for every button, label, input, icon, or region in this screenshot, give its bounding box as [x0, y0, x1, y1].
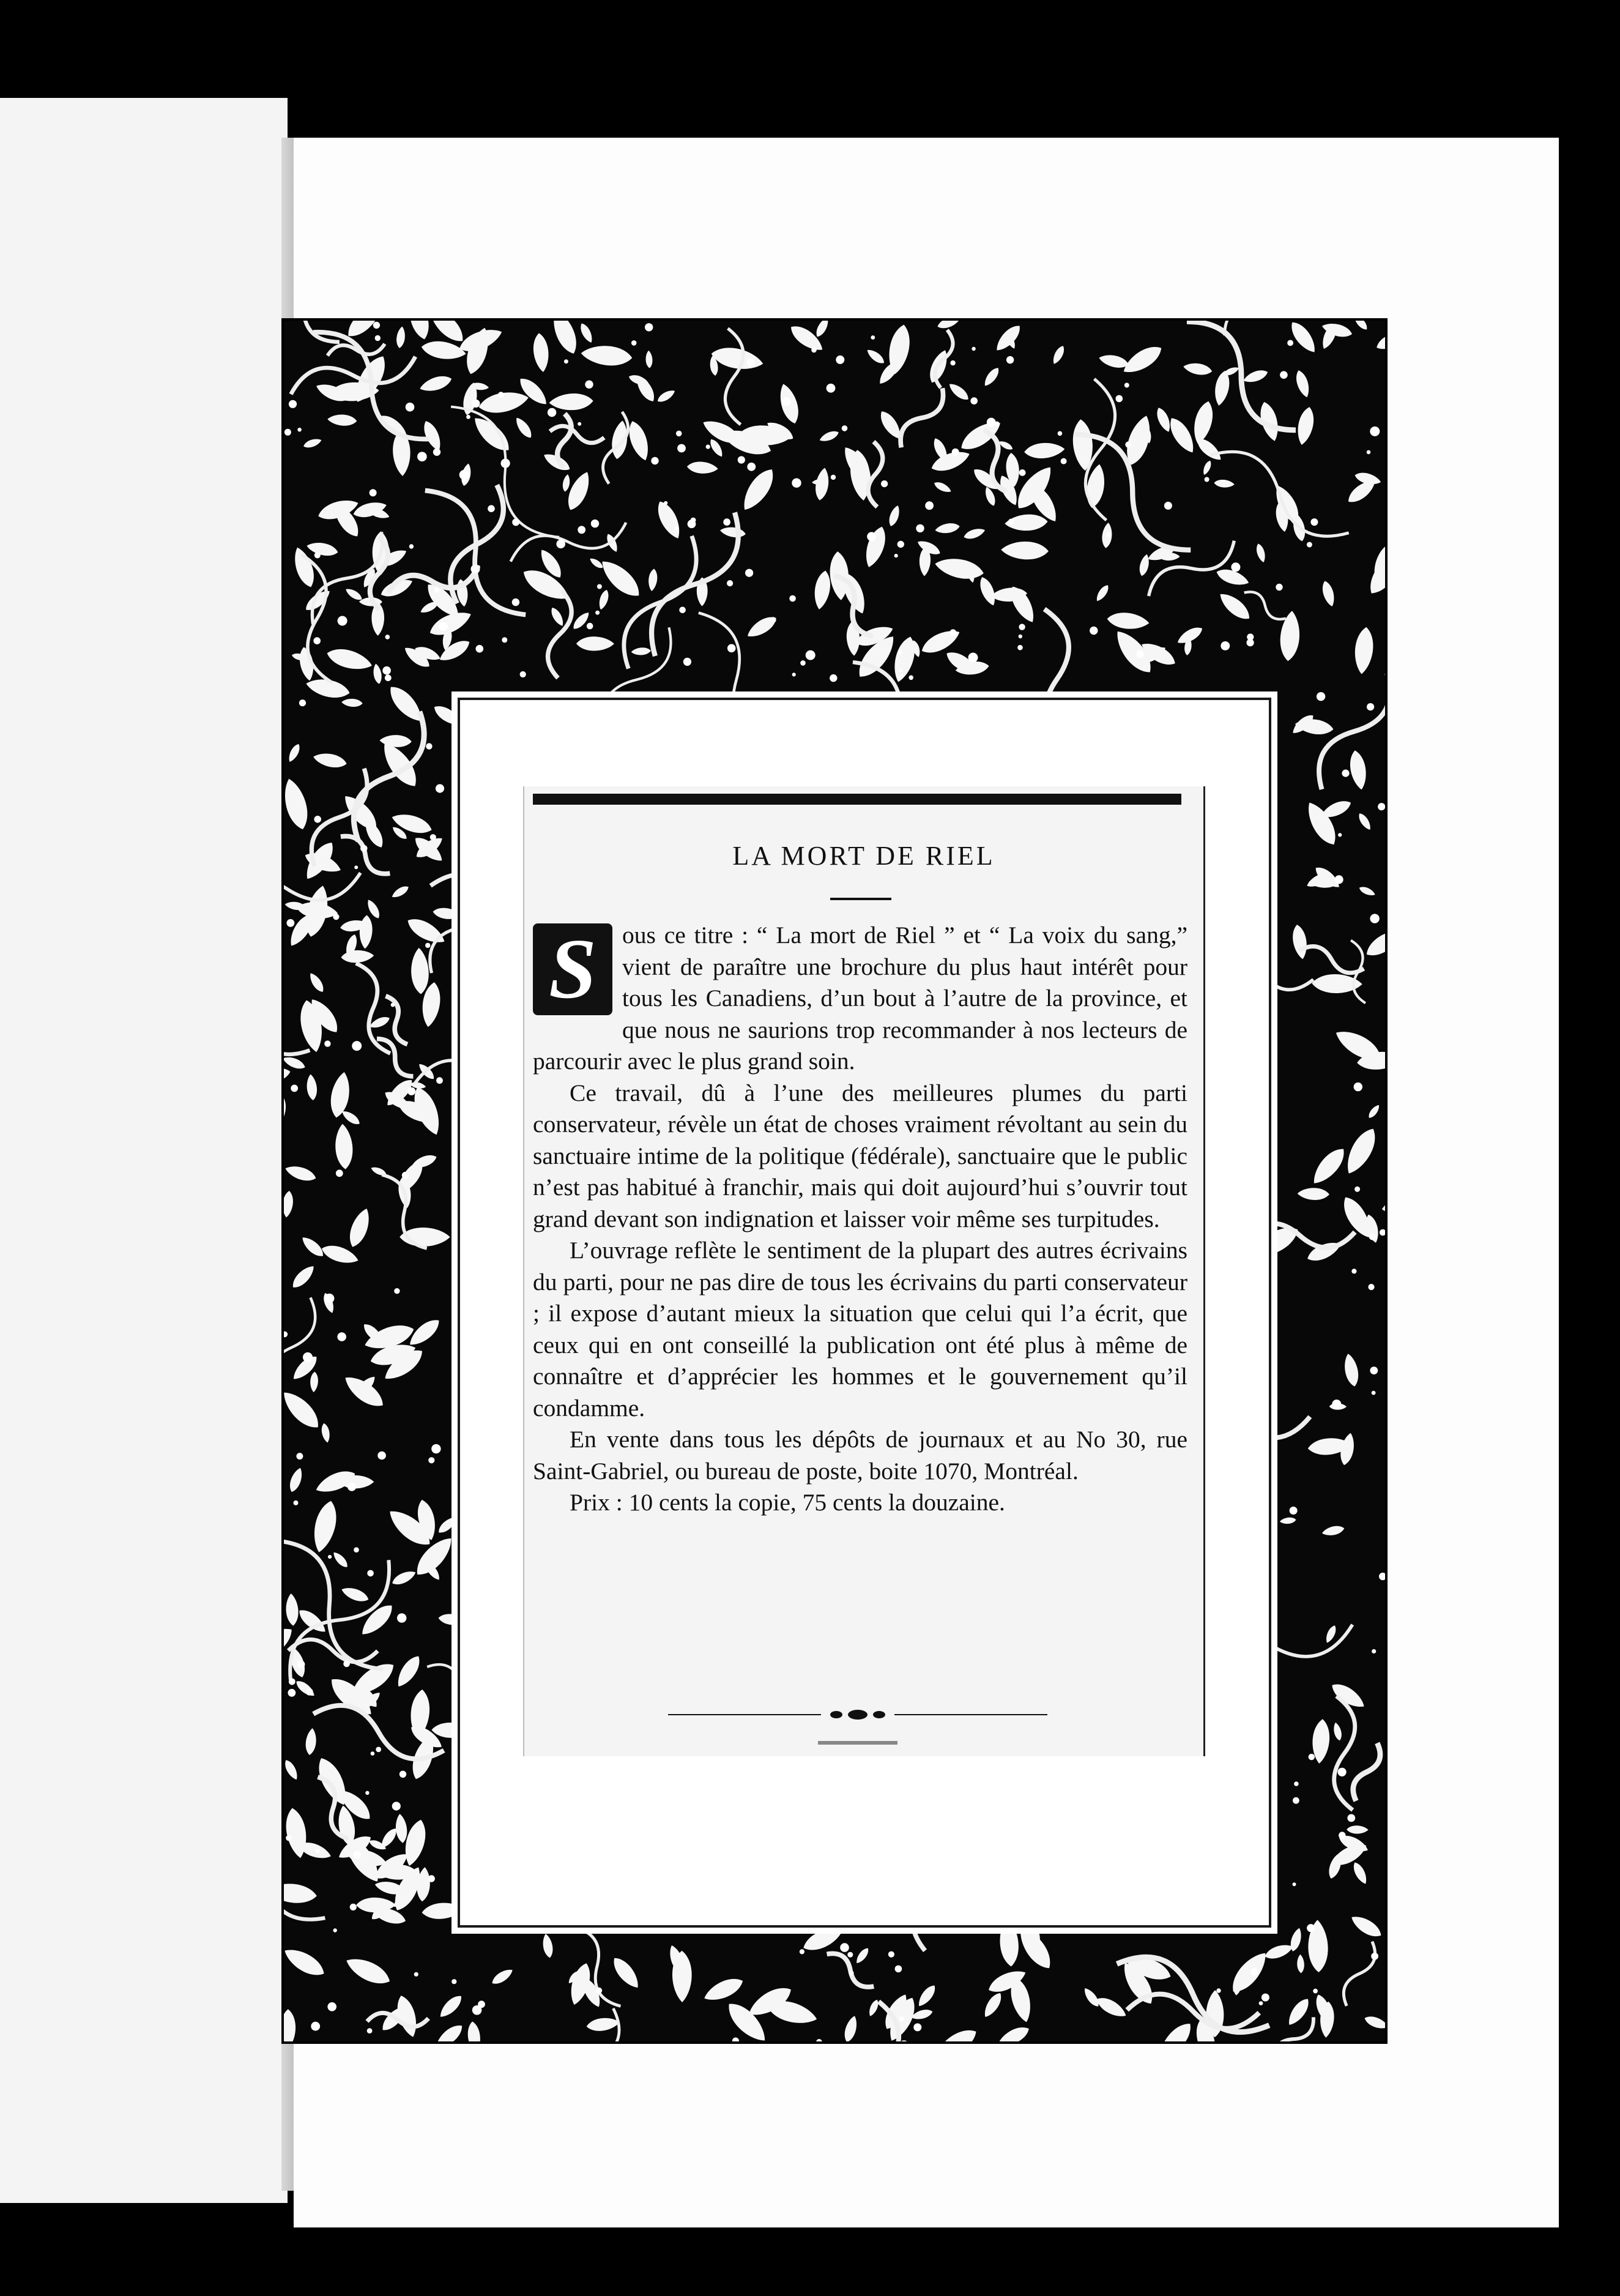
ornamental-dropcap-icon: S	[533, 923, 612, 1015]
cut-text-fragment	[818, 1741, 897, 1745]
title-dash	[830, 898, 891, 900]
fleuron-divider-icon	[668, 1709, 1047, 1721]
paragraph-1-text: ous ce titre : “ La mort de Riel ” et “ La voix du sang,” vient de paraître une brochure du plus haut intérêt pour tous les Canadiens, d’un bout à l’autre de la province, et que nous ne saurions trop recommander à nos lecteurs de parcourir avec le plus grand soin.	[533, 922, 1187, 1075]
paragraph-4: En vente dans tous les dépôts de journaux et au No 30, rue Saint-Gabriel, ou bureau de poste, boite 1070, Montréal.	[533, 1426, 1187, 1485]
top-rule	[533, 794, 1181, 805]
newspaper-clipping	[523, 786, 1205, 1756]
article-title: LA MORT DE RIEL	[732, 841, 995, 871]
paragraph-3: L’ouvrage reflète le sentiment de la plupart des autres écrivains du parti, pour ne pas dire de tous les écrivains du parti conservateur ; il expose d’autant mieux la situation que celui qui l’a écrit, que ceux qui en ont conseillé la publication ont été plus à même de connaître et d’apprécier les hommes et le gouvernement qu’il condamme.	[533, 1237, 1187, 1422]
paragraph-5: Prix : 10 cents la copie, 75 cents la douzaine.	[570, 1489, 1005, 1516]
article-body	[533, 920, 1187, 1519]
facing-page	[0, 98, 288, 2203]
paragraph-1	[533, 920, 1187, 1078]
paragraph-2: Ce travail, dû à l’une des meilleures plumes du parti conservateur, révèle un état de choses vraiment révoltant au sein du sanctuaire intime de la politique (fédérale), sanctuaire que le public n’est pas habitué à franchir, mais qui doit aujourd’hui s’ouvrir tout grand devant son indignation et laisser voir même ses turpitudes.	[533, 1079, 1187, 1232]
